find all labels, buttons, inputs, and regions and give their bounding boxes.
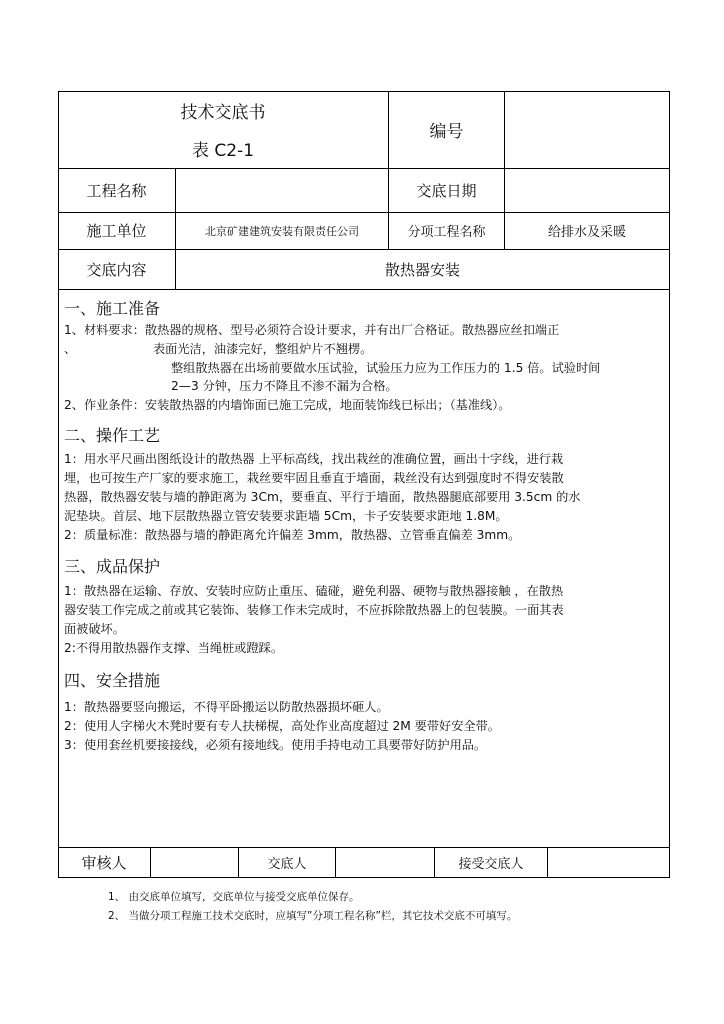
preparation-line-5: 2、作业条件：安装散热器的内墙饰面已施工完成，地面装饰线已标出；（基准线）。 xyxy=(64,398,511,412)
content-label: 交底内容 xyxy=(86,260,147,279)
number-label: 编号 xyxy=(429,122,464,142)
receiver-label: 接受交底人 xyxy=(458,857,524,872)
process-line-2: 埋，也可按生产厂家的要求施工，栽丝要牢固且垂直于墙面，栽丝没有达到强度时不得安装散 xyxy=(64,471,564,485)
section-preparation-title: 一、施工准备 xyxy=(64,299,161,318)
rule-after-content xyxy=(58,289,670,290)
preparation-line-1: 1、材料要求：散热器的规格、型号必须符合设计要求，并有出厂合格证。散热器应丝扣端正 xyxy=(64,323,560,337)
disclosure-body xyxy=(58,296,670,846)
receiver-field[interactable] xyxy=(548,847,669,878)
protection-line-4: 2:不得用散热器作支撑、当绳桩或蹬踩。 xyxy=(64,641,284,655)
section-safety-title: 四、安全措施 xyxy=(64,671,161,690)
section-protection-title: 三、成品保护 xyxy=(64,557,161,576)
presenter-field[interactable] xyxy=(336,847,434,878)
presenter-label: 交底人 xyxy=(267,857,307,872)
subitem-label: 分项工程名称 xyxy=(407,225,486,240)
date-label: 交底日期 xyxy=(416,181,477,200)
reviewer-label: 审核人 xyxy=(81,854,127,872)
protection-line-3: 面被破坏。 xyxy=(64,622,125,636)
doc-title: 技术交底书 xyxy=(180,102,266,123)
number-field[interactable] xyxy=(505,91,669,168)
footnote-2: 2、 当做分项工程施工技术交底时，应填写”分项工程名称”栏，其它技术交底不可填写。 xyxy=(108,910,518,922)
preparation-line-2-mark: 、 xyxy=(64,342,77,356)
form-code: 表 C2-1 xyxy=(191,140,255,161)
safety-line-1: 1：散热器要竖向搬运，不得平卧搬运以防散热器损坏砸人。 xyxy=(64,700,389,714)
safety-line-2: 2：使用人字梯火木凳时要有专人扶梯榥，高处作业高度超过 2M 要带好安全带。 xyxy=(64,719,500,733)
preparation-line-3: 整组散热器在出场前要做水压试验，试验压力应为工作压力的 1.5 倍。试验时间 xyxy=(171,361,601,375)
technical-disclosure-form xyxy=(58,91,670,878)
process-line-4: 泥垫块。首层、地下层散热器立管安装要求距墙 5Cm，卡子安装要求距地 1.8M。 xyxy=(64,509,508,523)
project-name-label: 工程名称 xyxy=(86,181,147,200)
footnote-1: 1、 由交底单位填写，交底单位与接受交底单位保存。 xyxy=(108,891,360,903)
protection-line-1: 1：散热器在运输、存放、安装时应防止重压、磕碰，避免利器、硬物与散热器接触 ，在散热 xyxy=(64,584,564,598)
protection-line-2: 器安装工作完成之前或其它装饰、装修工作未完成时，不应拆除散热器上的包装膜。一面其表 xyxy=(64,603,564,617)
process-line-3: 热器，散热器安装与墙的静距离为 3Cm，要垂直、平行于墙面，散热器腿底部要用 3.5cm 的水 xyxy=(64,490,581,504)
preparation-line-4: 2—3 分钟，压力不降且不渗不漏为合格。 xyxy=(171,379,398,393)
preparation-line-2: 表面光洁，油漆完好，整组炉片不翘楞。 xyxy=(153,342,373,356)
section-process-title: 二、操作工艺 xyxy=(64,426,161,445)
subitem-value: 给排水及采暖 xyxy=(547,225,626,240)
safety-line-3: 3：使用套丝机要接接线，必须有接地线。使用手持电动工具要带好防护用品。 xyxy=(64,738,487,752)
contractor-value: 北京矿建建筑安装有限责任公司 xyxy=(205,224,359,238)
project-name-field[interactable] xyxy=(176,168,388,212)
date-field[interactable] xyxy=(505,168,669,212)
process-line-1: 1：用水平尺画出图纸设计的散热器 上平标高线，找出栽丝的准确位置，画出十字线，进行栽 xyxy=(64,452,564,466)
process-line-5: 2：质量标准：散热器与墙的静距离允许偏差 3mm，散热器、立管垂直偏差 3mm。 xyxy=(64,528,521,542)
reviewer-field[interactable] xyxy=(151,847,238,878)
content-value: 散热器安装 xyxy=(384,260,460,279)
contractor-label: 施工单位 xyxy=(86,222,147,240)
